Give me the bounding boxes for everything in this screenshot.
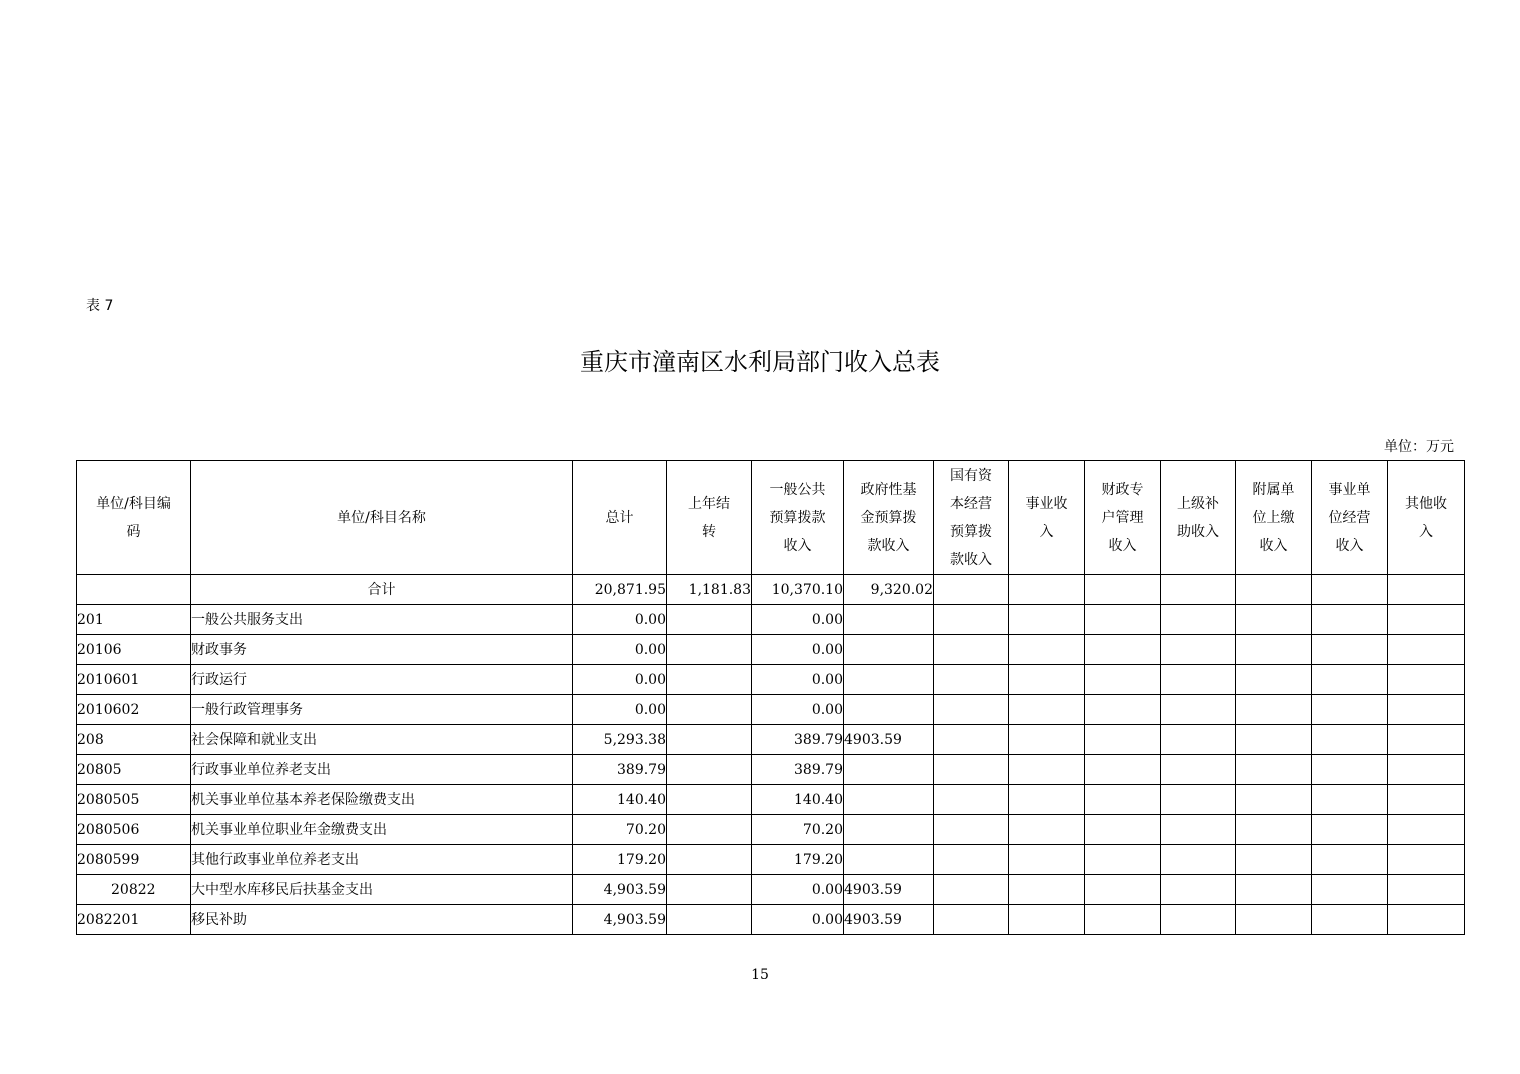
row-general: 10,370.10 (752, 575, 844, 605)
table-row (77, 845, 1465, 875)
row-total: 0.00 (573, 605, 667, 635)
row-name: 一般行政管理事务 (191, 695, 573, 725)
row-carryover (667, 605, 752, 635)
row-code: 2080506 (77, 815, 191, 845)
row-carryover (667, 905, 752, 935)
header-affiliated-units: 附属单位上缴收入 (1236, 461, 1312, 575)
row-total: 70.20 (573, 815, 667, 845)
row-fund: 4903.59 (844, 875, 934, 905)
row-general: 179.20 (752, 845, 844, 875)
row-carryover (667, 845, 752, 875)
row-code: 2010601 (77, 665, 191, 695)
header-total: 总计 (573, 461, 667, 575)
row-name: 机关事业单位基本养老保险缴费支出 (191, 785, 573, 815)
header-general-budget: 一般公共预算拨款收入 (752, 461, 844, 575)
row-name: 大中型水库移民后扶基金支出 (191, 875, 573, 905)
row-name: 社会保障和就业支出 (191, 725, 573, 755)
table-row (77, 605, 1465, 635)
table-row (77, 695, 1465, 725)
header-other-income: 其他收入 (1388, 461, 1465, 575)
row-total: 179.20 (573, 845, 667, 875)
row-total: 0.00 (573, 695, 667, 725)
row-total: 140.40 (573, 785, 667, 815)
row-carryover (667, 785, 752, 815)
table-row (77, 635, 1465, 665)
row-name: 移民补助 (191, 905, 573, 935)
table-row (77, 875, 1465, 905)
header-code: 单位/科目编码 (77, 461, 191, 575)
header-carryover: 上年结转 (667, 461, 752, 575)
row-fund (844, 665, 934, 695)
row-code: 20822 (77, 875, 191, 905)
row-carryover: 1,181.83 (667, 575, 752, 605)
table-row (77, 785, 1465, 815)
header-superior-subsidy: 上级补助收入 (1161, 461, 1236, 575)
row-code: 201 (77, 605, 191, 635)
header-special-account: 财政专户管理收入 (1085, 461, 1161, 575)
income-summary-table (76, 460, 1465, 935)
row-fund (844, 815, 934, 845)
header-fund-budget: 政府性基金预算拨款收入 (844, 461, 934, 575)
row-name: 机关事业单位职业年金缴费支出 (191, 815, 573, 845)
table-row (77, 815, 1465, 845)
row-code: 2082201 (77, 905, 191, 935)
header-name: 单位/科目名称 (191, 461, 573, 575)
row-name: 行政运行 (191, 665, 573, 695)
unit-label: 单位：万元 (1384, 439, 1454, 455)
header-row (77, 461, 1465, 575)
table-row (77, 905, 1465, 935)
row-code: 2080599 (77, 845, 191, 875)
row-carryover (667, 695, 752, 725)
table-label: 表 7 (86, 298, 114, 314)
row-general: 140.40 (752, 785, 844, 815)
row-total: 0.00 (573, 635, 667, 665)
row-code: 20106 (77, 635, 191, 665)
row-general: 70.20 (752, 815, 844, 845)
row-fund: 4903.59 (844, 725, 934, 755)
table-row (77, 755, 1465, 785)
table-row (77, 575, 1465, 605)
row-total: 389.79 (573, 755, 667, 785)
row-general: 0.00 (752, 635, 844, 665)
row-general: 0.00 (752, 875, 844, 905)
row-general: 0.00 (752, 665, 844, 695)
row-total: 4,903.59 (573, 875, 667, 905)
header-state-capital: 国有资本经营预算拨款收入 (934, 461, 1009, 575)
row-carryover (667, 875, 752, 905)
row-fund (844, 785, 934, 815)
row-total: 4,903.59 (573, 905, 667, 935)
row-general: 0.00 (752, 905, 844, 935)
row-fund (844, 845, 934, 875)
row-name: 合计 (191, 575, 573, 605)
row-name: 一般公共服务支出 (191, 605, 573, 635)
row-carryover (667, 755, 752, 785)
row-total: 0.00 (573, 665, 667, 695)
row-fund (844, 605, 934, 635)
header-business-income: 事业收入 (1009, 461, 1085, 575)
row-code: 2080505 (77, 785, 191, 815)
header-business-operation: 事业单位经营收入 (1312, 461, 1388, 575)
row-name: 其他行政事业单位养老支出 (191, 845, 573, 875)
table-row (77, 665, 1465, 695)
row-fund (844, 695, 934, 725)
row-general: 389.79 (752, 755, 844, 785)
row-code (77, 575, 191, 605)
row-code: 2010602 (77, 695, 191, 725)
row-total: 5,293.38 (573, 725, 667, 755)
row-name: 财政事务 (191, 635, 573, 665)
row-fund (844, 755, 934, 785)
row-carryover (667, 725, 752, 755)
row-carryover (667, 665, 752, 695)
row-total: 20,871.95 (573, 575, 667, 605)
row-general: 0.00 (752, 605, 844, 635)
row-general: 389.79 (752, 725, 844, 755)
row-fund: 9,320.02 (844, 575, 934, 605)
row-name: 行政事业单位养老支出 (191, 755, 573, 785)
row-carryover (667, 815, 752, 845)
row-carryover (667, 635, 752, 665)
page-title: 重庆市潼南区水利局部门收入总表 (580, 348, 940, 376)
row-fund (844, 635, 934, 665)
page-number: 15 (751, 967, 769, 983)
row-general: 0.00 (752, 695, 844, 725)
table-row (77, 725, 1465, 755)
row-fund: 4903.59 (844, 905, 934, 935)
row-code: 20805 (77, 755, 191, 785)
row-code: 208 (77, 725, 191, 755)
